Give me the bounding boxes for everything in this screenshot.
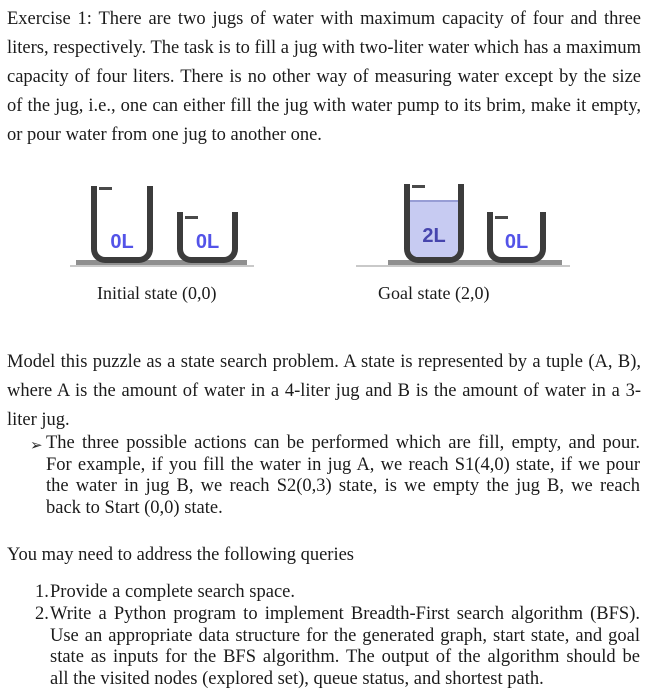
caption-initial-state: Initial state (0,0)	[97, 283, 217, 303]
list-item-line: Write a Python program to implement Breadth-First search algorithm (BFS).	[50, 604, 640, 624]
list-item-line: Provide a complete search space.	[50, 582, 296, 602]
arrowhead-bullet-icon: ➢	[30, 436, 43, 454]
bullet-actions-text	[46, 433, 640, 520]
jug-volume-label: 2L	[422, 225, 446, 247]
paragraph-exercise-line: or pour water from one jug to another one.	[7, 125, 322, 145]
jug-3l-goal	[487, 212, 546, 263]
fill-level-tick-icon	[185, 216, 198, 219]
jug-4l-initial	[91, 186, 153, 263]
list-item-text	[50, 604, 640, 691]
bullet-actions-line: The three possible actions can be performed which are fill, empty, and pour.	[46, 433, 640, 453]
paragraph-model-line: Model this puzzle as a state search problem. A state is represented by a tuple (A, B),	[7, 352, 641, 372]
fill-level-tick-icon	[99, 187, 112, 190]
caption-goal-state: Goal state (2,0)	[378, 283, 490, 303]
paragraph-exercise-line: of the jug, i.e., one can either fill the jug with water pump to its brim, make it empty,	[7, 96, 641, 116]
jug-3l-initial	[177, 212, 238, 263]
list-item-number: 1.	[35, 582, 49, 602]
fill-level-tick-icon	[412, 185, 425, 188]
jug-4l-goal	[404, 184, 464, 263]
list-item-text	[50, 582, 640, 604]
jug-volume-label: 0L	[195, 231, 220, 253]
ground-shadow-goal	[356, 265, 570, 267]
paragraph-model-line: liter jug.	[7, 410, 70, 430]
paragraph-model	[7, 348, 641, 435]
bullet-actions-line: back to Start (0,0) state.	[46, 498, 223, 519]
list-item-line: Use an appropriate data structure for the generated graph, start state, and goal	[50, 625, 640, 646]
jug-volume-label: 0L	[504, 231, 529, 253]
fill-level-tick-icon	[495, 216, 508, 219]
paragraph-exercise-line: liters, respectively. The task is to fill a jug with two-liter water which has a maximum	[7, 38, 641, 58]
paragraph-model-line: where A is the amount of water in a 4-liter jug and B is the amount of water in a 3-	[7, 381, 641, 401]
bullet-actions-line: the water in jug B, we reach S2(0,3) state, is we empty the jug B, we reach	[46, 476, 640, 497]
queries-intro: You may need to address the following queries	[7, 545, 354, 565]
ground-shadow-initial	[70, 265, 254, 267]
paragraph-exercise-line: capacity of four liters. There is no other way of measuring water except by the size	[7, 67, 641, 87]
paragraph-exercise	[7, 5, 641, 150]
list-item-line: all the visited nodes (explored set), queue status, and shortest path.	[50, 669, 544, 690]
jug-volume-label: 0L	[110, 231, 134, 253]
list-item-line: state as inputs for the BFS algorithm. The output of the algorithm should be	[50, 647, 640, 668]
list-item-number: 2.	[35, 604, 49, 624]
bullet-actions-line: For example, if you fill the water in jug A, we reach S1(4,0) state, if we pour	[46, 454, 640, 475]
paragraph-exercise-line: Exercise 1: There are two jugs of water with maximum capacity of four and three	[7, 9, 641, 29]
